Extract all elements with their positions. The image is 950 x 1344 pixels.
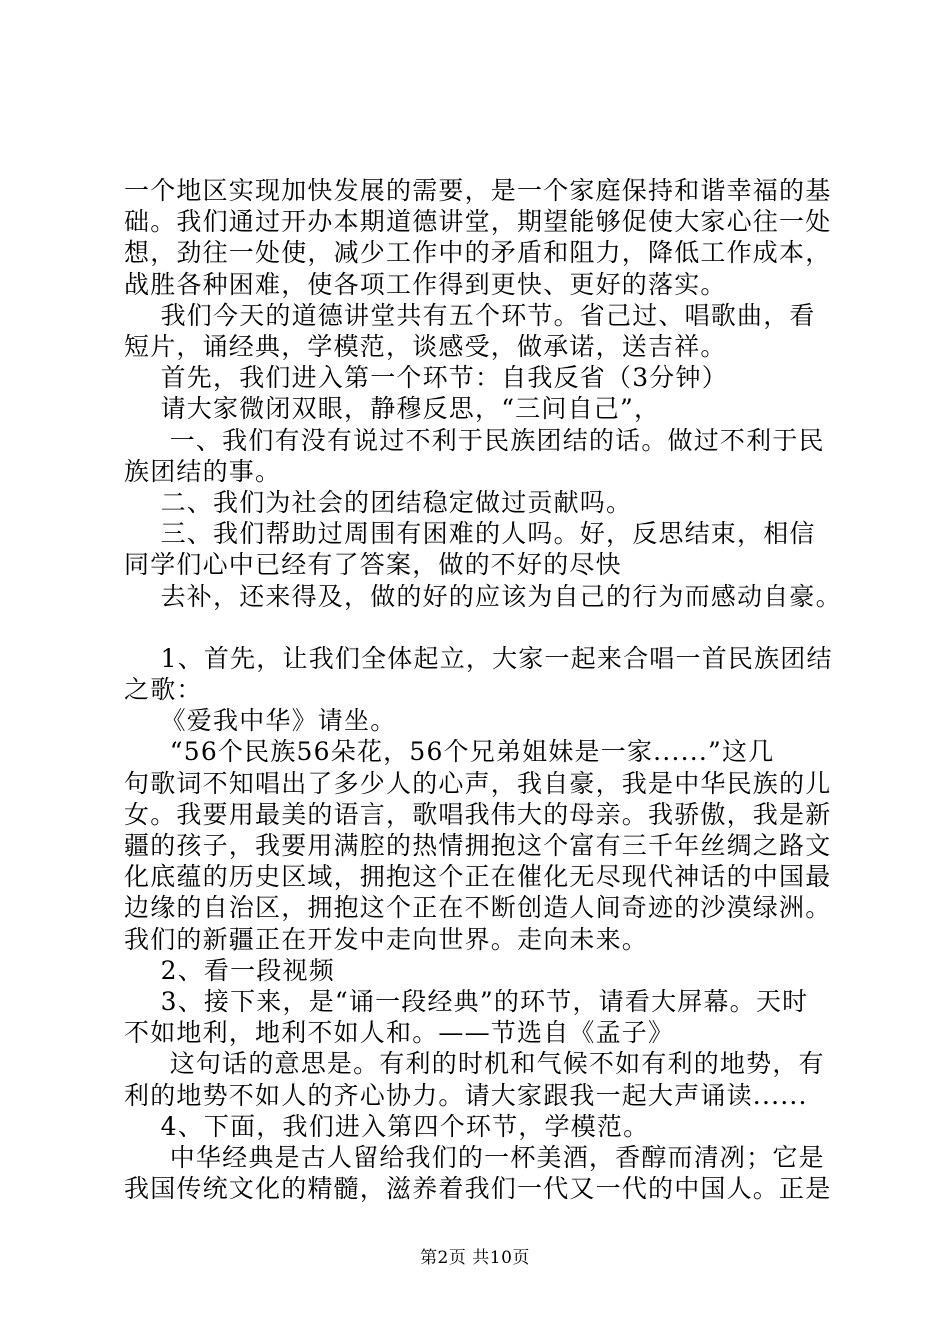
text-line: 我国传统文化的精髓，滋养着我们一代又一代的中国人。正是 [124,1174,832,1204]
text-line: 三、我们帮助过周围有困难的人吗。好，反思结束，相信 [124,519,816,549]
text-line: 不如地利，地利不如人和。——节选自《孟子》 [124,1018,675,1048]
text-line: 句歌词不知唱出了多少人的心声，我自豪，我是中华民族的儿 [124,768,832,798]
text-line: 战胜各种困难，使各项工作得到更快、更好的落实。 [124,269,727,299]
body-text [124,175,844,1205]
text-line: 疆的孩子，我要用满腔的热情拥抱这个富有三千年丝绸之路文 [124,831,832,861]
text-line: 去补，还来得及，做的好的应该为自己的行为而感动自豪。 [124,581,842,611]
text-line: 一个地区实现加快发展的需要，是一个家庭保持和谐幸福的基 [124,176,832,205]
text-line: 这句话的意思是。有利的时机和气候不如有利的地势，有 [124,1049,825,1079]
text-line: 化底蕴的历史区域，拥抱这个正在催化无尽现代神话的中国最 [124,862,832,892]
text-line: 《爱我中华》请坐。 [124,706,397,736]
page-number-footer: 第2页 共10页 [420,1248,530,1268]
text-line: 族团结的事。 [124,456,282,486]
text-line: 女。我要用最美的语言，歌唱我伟大的母亲。我骄傲，我是新 [124,799,832,829]
text-line: 我们的新疆正在开发中走向世界。走向未来。 [124,924,649,954]
text-line: 二、我们为社会的团结稳定做过贡献吗。 [124,488,633,518]
text-line: 一、我们有没有说过不利于民族团结的话。做过不利于民 [124,425,825,455]
text-line: 短片，诵经典，学模范，谈感受，做承诺，送吉祥。 [124,332,727,362]
text-line: 首先，我们进入第一个环节：自我反省（3分钟） [124,363,728,393]
text-line: 我们今天的道德讲堂共有五个环节。省己过、唱歌曲，看 [124,300,816,330]
text-line: 1、首先，让我们全体起立，大家一起来合唱一首民族团结 [124,643,833,673]
text-line: 中华经典是古人留给我们的一杯美酒，香醇而清冽；它是 [124,1143,825,1173]
text-line: 之歌： [124,675,203,705]
text-line: 利的地势不如人的齐心协力。请大家跟我一起大声诵读...... [124,1080,808,1110]
text-line: 同学们心中已经有了答案，做的不好的尽快 [124,550,622,580]
text-line: 础。我们通过开办本期道德讲堂，期望能够促使大家心往一处 [124,207,832,237]
text-line: 边缘的自治区，拥抱这个正在不断创造人间奇迹的沙漠绿洲。 [124,893,832,923]
text-line: 3、接下来，是“诵一段经典”的环节，请看大屏幕。天时 [124,987,809,1017]
text-line: 请大家微闭双眼，静穆反思，“三问自己”， [124,394,661,424]
text-line: “56个民族56朵花，56个兄弟姐妹是一家......”这几 [124,737,775,767]
paragraph-gap [124,612,844,643]
text-line: 想，劲往一处使，减少工作中的矛盾和阻力，降低工作成本， [124,238,832,268]
text-line: 2、看一段视频 [124,955,335,985]
text-line: 4、下面，我们进入第四个环节，学模范。 [124,1111,650,1141]
